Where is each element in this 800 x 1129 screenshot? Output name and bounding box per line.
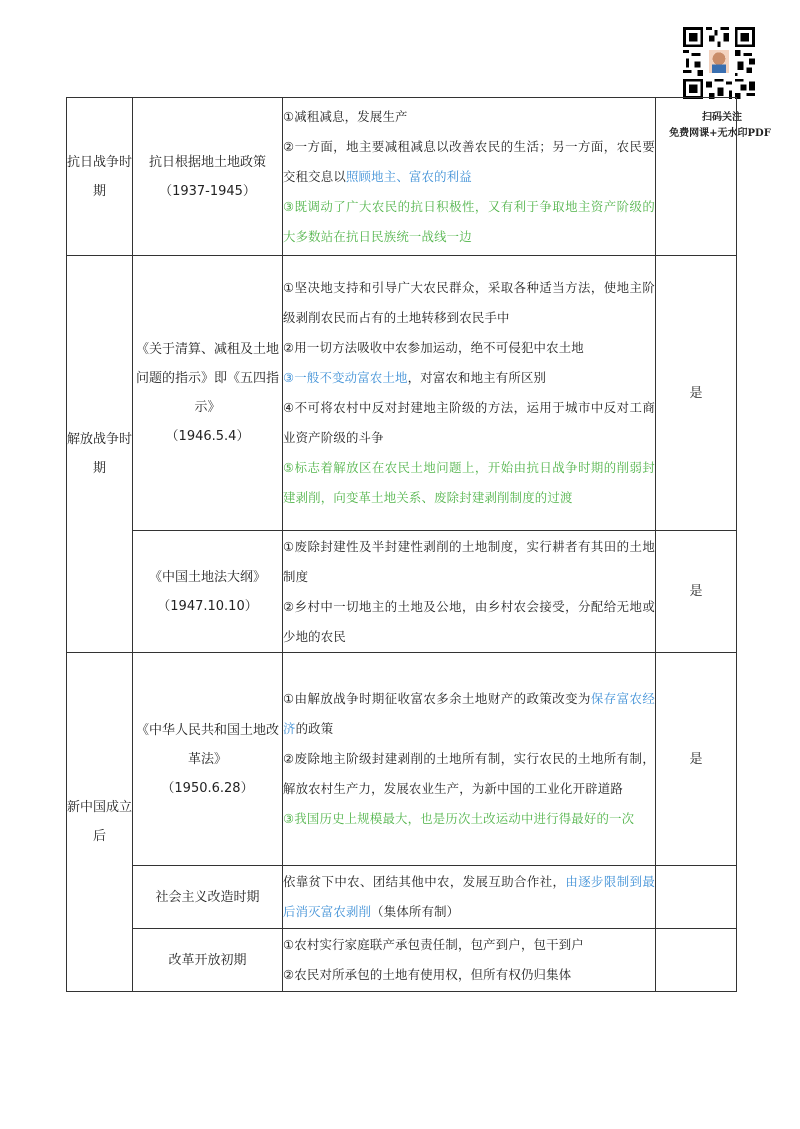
period-label: 解放战争时期 — [67, 432, 133, 476]
content-point — [283, 867, 655, 927]
highlight-text: 照顾地主、富农的利益 — [345, 168, 472, 184]
qr-caption-free: 免费网课+无水印PDF — [669, 128, 771, 139]
policy-name-cell — [133, 653, 283, 866]
period-cell-new-china — [67, 653, 133, 992]
table-row — [67, 531, 737, 653]
policy-name: 《中华人民共和国土地改革法》 — [135, 722, 279, 767]
content-point — [283, 684, 655, 744]
policy-name-cell — [133, 256, 283, 531]
policy-date: （1937-1945） — [159, 183, 256, 199]
content-text: ，对富农和地主有所区别 — [407, 370, 547, 385]
flag-cell: 是 — [656, 531, 737, 653]
qr-code-icon — [683, 27, 755, 99]
policy-content-cell — [283, 653, 656, 866]
period-label: 新中国成立后 — [67, 800, 133, 844]
policy-name: 社会主义改造时期 — [155, 889, 260, 905]
table-row — [67, 653, 737, 866]
content-point: ③我国历史上规模最大，也是历次土改运动中进行得最好的一次 — [283, 811, 635, 826]
flag-cell — [656, 98, 737, 256]
policy-content-cell — [283, 98, 656, 256]
content-point: ①农村实行家庭联产承包责任制，包产到户，包干到户 — [283, 937, 584, 952]
policy-date: （1950.6.28） — [161, 780, 254, 796]
table-row — [67, 866, 737, 929]
flag-cell: 是 — [656, 256, 737, 531]
policy-name-cell — [133, 866, 283, 929]
policy-name-cell — [133, 929, 283, 992]
policy-name: 《关于清算、减租及土地问题的指示》即《五四指示》 — [135, 342, 279, 415]
highlight-text: 由逐步限制到最后消灭富农剥削 — [283, 874, 655, 919]
content-text: ①由解放战争时期征收富农多余土地财产的政策改变为 — [283, 691, 591, 706]
content-point: ①减租减息，发展生产 — [283, 108, 408, 124]
content-text: 依靠贫下中农、团结其他中农，发展互助合作社， — [283, 874, 566, 889]
content-point — [283, 132, 655, 192]
policy-name: 改革开放初期 — [168, 952, 247, 968]
highlight-text: 保存富农经济 — [283, 691, 655, 736]
policy-name-cell — [133, 98, 283, 256]
policy-date: （1947.10.10） — [157, 598, 258, 614]
policy-name: 《中国土地法大纲》 — [148, 569, 266, 585]
policy-name-cell — [133, 531, 283, 653]
policy-name: 抗日根据地土地政策 — [148, 154, 266, 170]
content-text: （集体所有制） — [371, 904, 460, 919]
content-text: ②一方面，地主要减租减息以改善农民的生活；另一方面，农民要交租交息以 — [283, 138, 655, 184]
content-text: 的政策 — [295, 721, 334, 736]
policy-content-cell — [283, 866, 656, 929]
content-point: ②乡村中一切地主的土地及公地，由乡村农会接受，分配给无地或少地的农民 — [283, 598, 655, 644]
period-label: 抗日战争时期 — [67, 154, 133, 199]
content-point: ③既调动了广大农民的抗日积极性，又有利于争取地主资产阶级的大多数站在抗日民族统一战线一边 — [283, 198, 655, 244]
table-row — [67, 929, 737, 992]
table-row — [67, 98, 737, 256]
content-point: ②废除地主阶级封建剥削的土地所有制，实行农民的土地所有制，解放农村生产力，发展农业生产，为新中国的工业化开辟道路 — [283, 751, 655, 796]
period-cell-anti-japanese — [67, 98, 133, 256]
content-point: ②用一切方法吸收中农参加运动，绝不可侵犯中农土地 — [283, 340, 584, 355]
period-cell-liberation — [67, 256, 133, 653]
content-point: ②农民对所承包的土地有使用权，但所有权仍归集体 — [283, 967, 572, 982]
land-policy-table — [66, 97, 737, 992]
highlight-text: ③一般不变动富农土地 — [283, 370, 408, 385]
policy-date: （1946.5.4） — [165, 429, 250, 444]
content-point: ⑤标志着解放区在农民土地问题上，开始由抗日战争时期的削弱封建剥削，向变革土地关系、废除封建剥削制度的过渡 — [283, 460, 655, 505]
content-point: ①坚决地支持和引导广大农民群众，采取各种适当方法，使地主阶级剥削农民而占有的土地转移到农民手中 — [283, 280, 655, 325]
content-point: ④不可将农村中反对封建地主阶级的方法，运用于城市中反对工商业资产阶级的斗争 — [283, 400, 655, 445]
flag-cell — [656, 866, 737, 929]
flag-cell — [656, 929, 737, 992]
policy-content-cell — [283, 256, 656, 531]
content-point: ①废除封建性及半封建性剥削的土地制度，实行耕者有其田的土地制度 — [283, 538, 655, 584]
policy-content-cell — [283, 531, 656, 653]
qr-caption-scan: 扫码关注 — [702, 112, 742, 123]
policy-content-cell — [283, 929, 656, 992]
content-point — [283, 363, 655, 393]
flag-cell: 是 — [656, 653, 737, 866]
table-row — [67, 256, 737, 531]
